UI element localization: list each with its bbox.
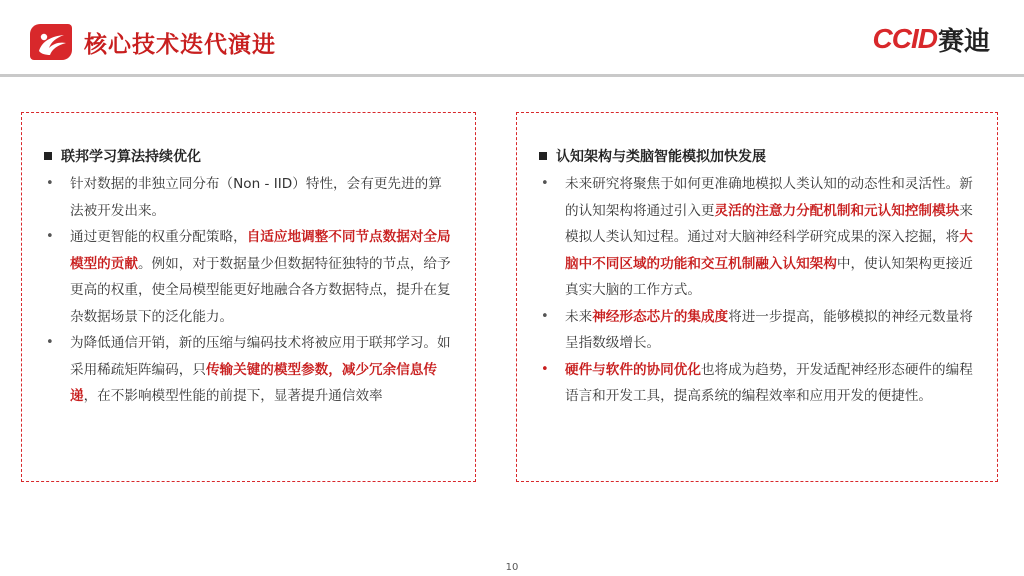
highlight-text: 灵活的注意力分配机制和元认知控制模块 bbox=[714, 202, 960, 219]
highlight-text: 传输关键的模型参数，减少冗余信息传递 bbox=[70, 361, 438, 404]
panel-heading bbox=[539, 145, 977, 167]
text-run: 未来 bbox=[565, 308, 593, 325]
bullet-item bbox=[539, 357, 977, 410]
text-run: 未来研究将聚焦于如何更准确地模拟人类认知的动态性和灵活性。新的认知架构将通过引入更 bbox=[565, 176, 973, 219]
dot-bullet-icon: • bbox=[541, 176, 549, 191]
bullet-text bbox=[565, 304, 977, 357]
brand-chinese-text: 赛迪 bbox=[937, 26, 990, 57]
dot-bullet-icon: • bbox=[46, 335, 54, 350]
cognitive-architecture-panel bbox=[516, 112, 998, 482]
panel-heading bbox=[44, 145, 455, 167]
bullet-text bbox=[70, 171, 455, 224]
heading-text: 认知架构与类脑智能模拟加快发展 bbox=[556, 149, 766, 165]
bullet-text bbox=[70, 224, 455, 330]
page-number: 10 bbox=[505, 562, 519, 573]
dot-bullet-icon: • bbox=[46, 229, 54, 244]
dot-bullet-icon: • bbox=[541, 361, 549, 377]
square-bullet-icon bbox=[539, 152, 547, 160]
bullet-item bbox=[539, 171, 977, 304]
federated-learning-panel bbox=[21, 112, 476, 482]
dot-bullet-icon: • bbox=[46, 176, 54, 191]
bullet-item bbox=[44, 171, 455, 224]
highlight-text: 硬件与软件的协同优化 bbox=[565, 361, 701, 378]
text-run: 也将成为趋势，开发适配神经形态硬件的编程语言和开发工具，提高系统的编程效率和应用开发的便捷性。 bbox=[565, 361, 973, 404]
bullet-text bbox=[70, 330, 455, 410]
highlight-text: 自适应地调整不同节点数据对全局模型的贡献 bbox=[70, 229, 451, 272]
text-run: 将进一步提高，能够模拟的神经元数量将呈指数级增长。 bbox=[565, 308, 973, 351]
text-run: 为降低通信开销，新的压缩与编码技术将被应用于联邦学习。如采用稀疏矩阵编码，只 bbox=[70, 335, 451, 378]
bullet-item bbox=[44, 330, 455, 410]
text-run: 通过更智能的权重分配策略， bbox=[70, 229, 247, 245]
text-run: ，在不影响模型性能的前提下，显著提升通信效率 bbox=[83, 388, 383, 404]
text-run: 针对数据的非独立同分布（Non - IID）特性，会有更先进的算法被开发出来。 bbox=[70, 176, 442, 219]
slide-title: 核心技术迭代演进 bbox=[84, 32, 276, 58]
bullet-item bbox=[44, 224, 455, 330]
header-divider bbox=[0, 74, 1024, 77]
bullet-text bbox=[565, 171, 977, 304]
brand-latin-text: CCID bbox=[872, 23, 937, 54]
flame-logo-icon bbox=[30, 24, 72, 60]
highlight-text: 大脑中不同区域的功能和交互机制融入认知架构 bbox=[565, 229, 973, 272]
bullet-text bbox=[565, 357, 977, 410]
text-run: 来模拟人类认知过程。通过对大脑神经科学研究成果的深入挖掘，将 bbox=[565, 202, 973, 245]
ccid-brand-logo bbox=[872, 23, 990, 57]
bullet-item bbox=[539, 304, 977, 357]
heading-text: 联邦学习算法持续优化 bbox=[61, 149, 201, 165]
text-run: 。例如，对于数据量少但数据特征独特的节点，给予更高的权重，使全局模型能更好地融合各方数据特点，提升在复杂数据场景下的泛化能力。 bbox=[70, 255, 451, 325]
highlight-text: 神经形态芯片的集成度 bbox=[592, 308, 729, 325]
square-bullet-icon bbox=[44, 152, 52, 160]
slide-header bbox=[0, 0, 1024, 78]
dot-bullet-icon: • bbox=[541, 308, 549, 324]
text-run: 中，使认知架构更接近真实大脑的工作方式。 bbox=[565, 255, 973, 298]
